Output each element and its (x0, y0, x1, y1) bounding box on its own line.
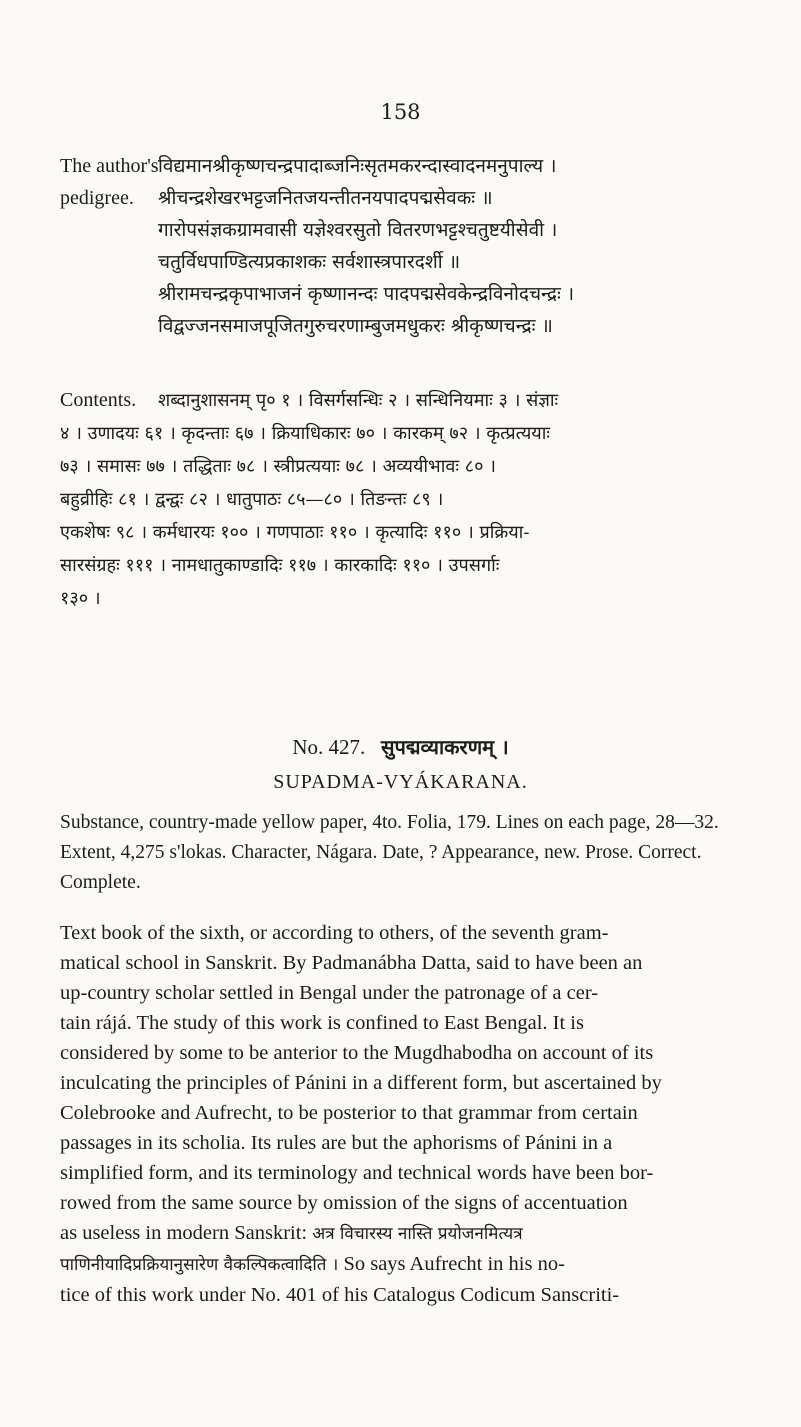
contents-line-5: एकशेषः ९८ । कर्मधारयः १०० । गणपाठाः ११० । कृत्यादिः ११० । प्रक्रिया- (60, 522, 530, 543)
body-line-prefix: as useless in modern Sanskrit: (60, 1222, 308, 1244)
entry-description: Substance, country-made yellow paper, 4to. Folia, 179. Lines on each page, 28—32. Extent, 4,275 s'lokas. Character, Nágara. Date, ? Appearance, new. Prose. Correct. Complete. (60, 812, 719, 893)
body-line-suffix: So says Aufrecht in his no- (343, 1253, 565, 1275)
pedigree-text: गारोपसंज्ञकग्रामवासी यज्ञेश्वरसुतो वितरणभट्टश्चतुष्टयीसेवी । (158, 219, 558, 241)
contents-text: शब्दानुशासनम् पृ० १ । विसर्गसन्धिः २ । सन्धिनियमाः ३ । संज्ञाः (158, 390, 559, 411)
body-line: considered by some to be anterior to the Mugdhabodha on account of its (60, 1042, 654, 1064)
pedigree-text: विद्वज्जनसमाजपूजितगुरुचरणाम्बुजमधुकरः श्रीकृष्णचन्द्रः ॥ (158, 315, 553, 337)
pedigree-label: pedigree. (60, 187, 134, 209)
pedigree-text: श्रीचन्द्रशेखरभट्टजनितजयन्तीतनयपादपद्मसेवकः ॥ (158, 187, 493, 209)
body-line: matical school in Sanskrit. By Padmanábha Datta, said to have been an (60, 952, 643, 974)
pedigree-text: चतुर्विधपाण्डित्यप्रकाशकः सर्वशास्त्रपारदर्शी ॥ (158, 251, 461, 273)
entry-title: SUPADMA-VYÁKARANA. (273, 771, 528, 793)
page-number: 158 (380, 100, 421, 124)
pedigree-line-2 (60, 182, 760, 214)
body-line (60, 1218, 760, 1249)
pedigree-line-4 (60, 246, 760, 278)
body-line: Text book of the sixth, or according to others, of the seventh gram- (60, 922, 609, 944)
body-line: simplified form, and its terminology and technical words have been bor- (60, 1162, 654, 1184)
body-sanskrit-quote: पाणिनीयादिप्रक्रियानुसारेण वैकल्पिकत्वादिति । (60, 1255, 339, 1275)
body-line: inculcating the principles of Pánini in a different form, but ascertained by (60, 1072, 662, 1094)
body-line: Colebrooke and Aufrecht, to be posterior to that grammar from certain (60, 1102, 638, 1124)
entry-number: No. 427. (292, 735, 366, 759)
contents-line-7: १३० । (60, 588, 101, 609)
pedigree-text: विद्यमानश्रीकृष्णचन्द्रपादाब्जनिःसृतमकरन्दास्वादनमनुपाल्य । (158, 155, 557, 177)
contents-line-3: ७३ । समासः ७७ । तद्धिताः ७८ । स्त्रीप्रत्ययाः ७८ । अव्ययीभावः ८० । (60, 456, 496, 477)
body-sanskrit-quote: अत्र विचारस्य नास्ति प्रयोजनमित्यत्र (312, 1224, 523, 1244)
body-line (60, 1249, 760, 1280)
pedigree-text: श्रीरामचन्द्रकृपाभाजनं कृष्णानन्दः पादपद्मसेवकेन्द्रविनोदचन्द्रः । (158, 283, 575, 305)
pedigree-line-6 (60, 310, 760, 342)
pedigree-block (60, 150, 760, 342)
entry-sanskrit-title: सुपद्मव्याकरणम् । (381, 735, 509, 759)
contents-line-4: बहुव्रीहिः ८१ । द्वन्द्वः ८२ । धातुपाठः ८५—८० । तिङन्तः ८९ । (60, 489, 444, 510)
body-line: passages in its scholia. Its rules are but the aphorisms of Pánini in a (60, 1132, 613, 1154)
body-text (60, 918, 760, 1310)
pedigree-line-1 (60, 150, 760, 182)
body-line: up-country scholar settled in Bengal under the patronage of a cer- (60, 982, 599, 1004)
pedigree-label: The author's (60, 155, 159, 177)
body-line: tain rájá. The study of this work is confined to East Bengal. It is (60, 1012, 584, 1034)
contents-line-2: ४ । उणादयः ६१ । कृदन्ताः ६७ । क्रियाधिकारः ७० । कारकम् ७२ । कृत्प्रत्ययाः (60, 423, 551, 444)
contents-line-6: सारसंग्रहः १११ । नामधातुकाण्डादिः ११७ । कारकादिः ११० । उपसर्गाः (60, 555, 500, 576)
pedigree-line-3 (60, 214, 760, 246)
contents-line-1 (60, 384, 760, 417)
body-line: rowed from the same source by omission of the signs of accentuation (60, 1192, 628, 1214)
contents-label: Contents. (60, 389, 137, 411)
contents-block (60, 384, 760, 615)
body-line: tice of this work under No. 401 of his Catalogus Codicum Sanscriti- (60, 1284, 620, 1306)
entry-heading (0, 733, 801, 760)
pedigree-line-5 (60, 278, 760, 310)
